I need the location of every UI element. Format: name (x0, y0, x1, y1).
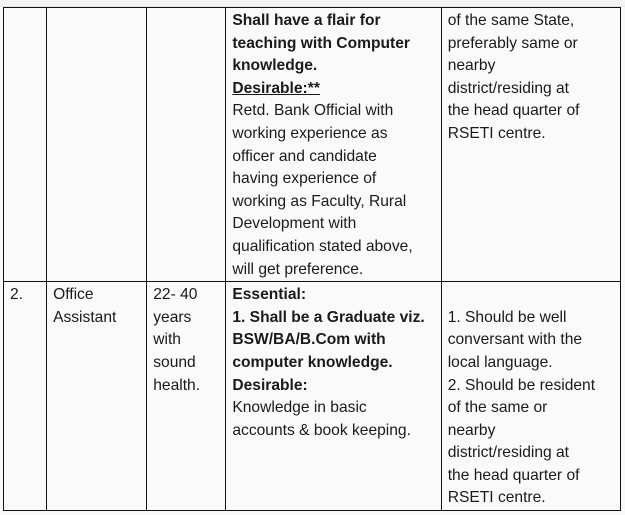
other-line: nearby (447, 421, 496, 439)
age-cell (147, 8, 226, 282)
other-line: of the same State, (447, 12, 575, 29)
eligibility-table (3, 7, 621, 511)
age-line: health. (153, 376, 201, 394)
essential-line: BSW/BA/B.Com with (232, 331, 386, 349)
other-line: district/residing at (447, 444, 570, 462)
other-line: local language. (447, 353, 553, 371)
age-line: years (153, 308, 192, 326)
age-line: 22- 40 (153, 286, 198, 304)
qualification-cell (226, 282, 441, 511)
desirable-line: officer and candidate (232, 147, 377, 165)
post-cell (47, 8, 147, 282)
other-line: nearby (447, 57, 496, 75)
essential-line: computer knowledge. (232, 353, 393, 371)
age-line: sound (153, 353, 196, 371)
other-conditions-cell (441, 282, 620, 511)
other-line: conversant with the (447, 331, 583, 349)
age-cell (147, 282, 226, 511)
other-line: 2. Should be resident (447, 376, 596, 394)
essential-line: knowledge. (232, 57, 318, 75)
other-conditions-cell (441, 8, 620, 282)
other-line: 1. Should be well (447, 308, 567, 326)
essential-label: Essential: (232, 286, 307, 304)
post-line: Assistant (53, 308, 117, 326)
desirable-line: will get preference. (232, 260, 364, 278)
desirable-line: Development with (232, 215, 357, 233)
other-line: district/residing at (447, 79, 570, 97)
desirable-line: accounts & book keeping. (232, 421, 411, 439)
sno-cell (4, 8, 47, 282)
qualification-cell (226, 8, 441, 282)
table-row (4, 8, 621, 282)
table-row (4, 282, 621, 511)
page-top-edge (0, 0, 625, 7)
other-line: of the same or (447, 399, 548, 417)
age-line: with (153, 331, 181, 349)
other-line: the head quarter of (447, 466, 580, 484)
desirable-line: having experience of (232, 170, 377, 188)
desirable-label: Desirable:** (232, 79, 320, 97)
desirable-line: Retd. Bank Official with (232, 102, 394, 120)
sno-cell (4, 282, 47, 511)
other-line: RSETI centre. (447, 489, 546, 507)
essential-line: teaching with Computer (232, 34, 410, 52)
desirable-line: qualification stated above, (232, 237, 413, 255)
post-cell (47, 282, 147, 511)
essential-line: 1. Shall be a Graduate viz. (232, 308, 425, 326)
other-line: the head quarter of (447, 102, 580, 120)
desirable-line: working experience as (232, 124, 388, 142)
other-line: preferably same or (447, 34, 578, 52)
desirable-label: Desirable: (232, 376, 308, 394)
desirable-line: Knowledge in basic (232, 399, 367, 417)
serial-number: 2. (10, 286, 24, 304)
essential-line: Shall have a flair for (232, 12, 381, 29)
desirable-line: working as Faculty, Rural (232, 192, 407, 210)
post-line: Office (53, 286, 94, 304)
other-line: RSETI centre. (447, 124, 546, 142)
other-line (448, 284, 615, 307)
